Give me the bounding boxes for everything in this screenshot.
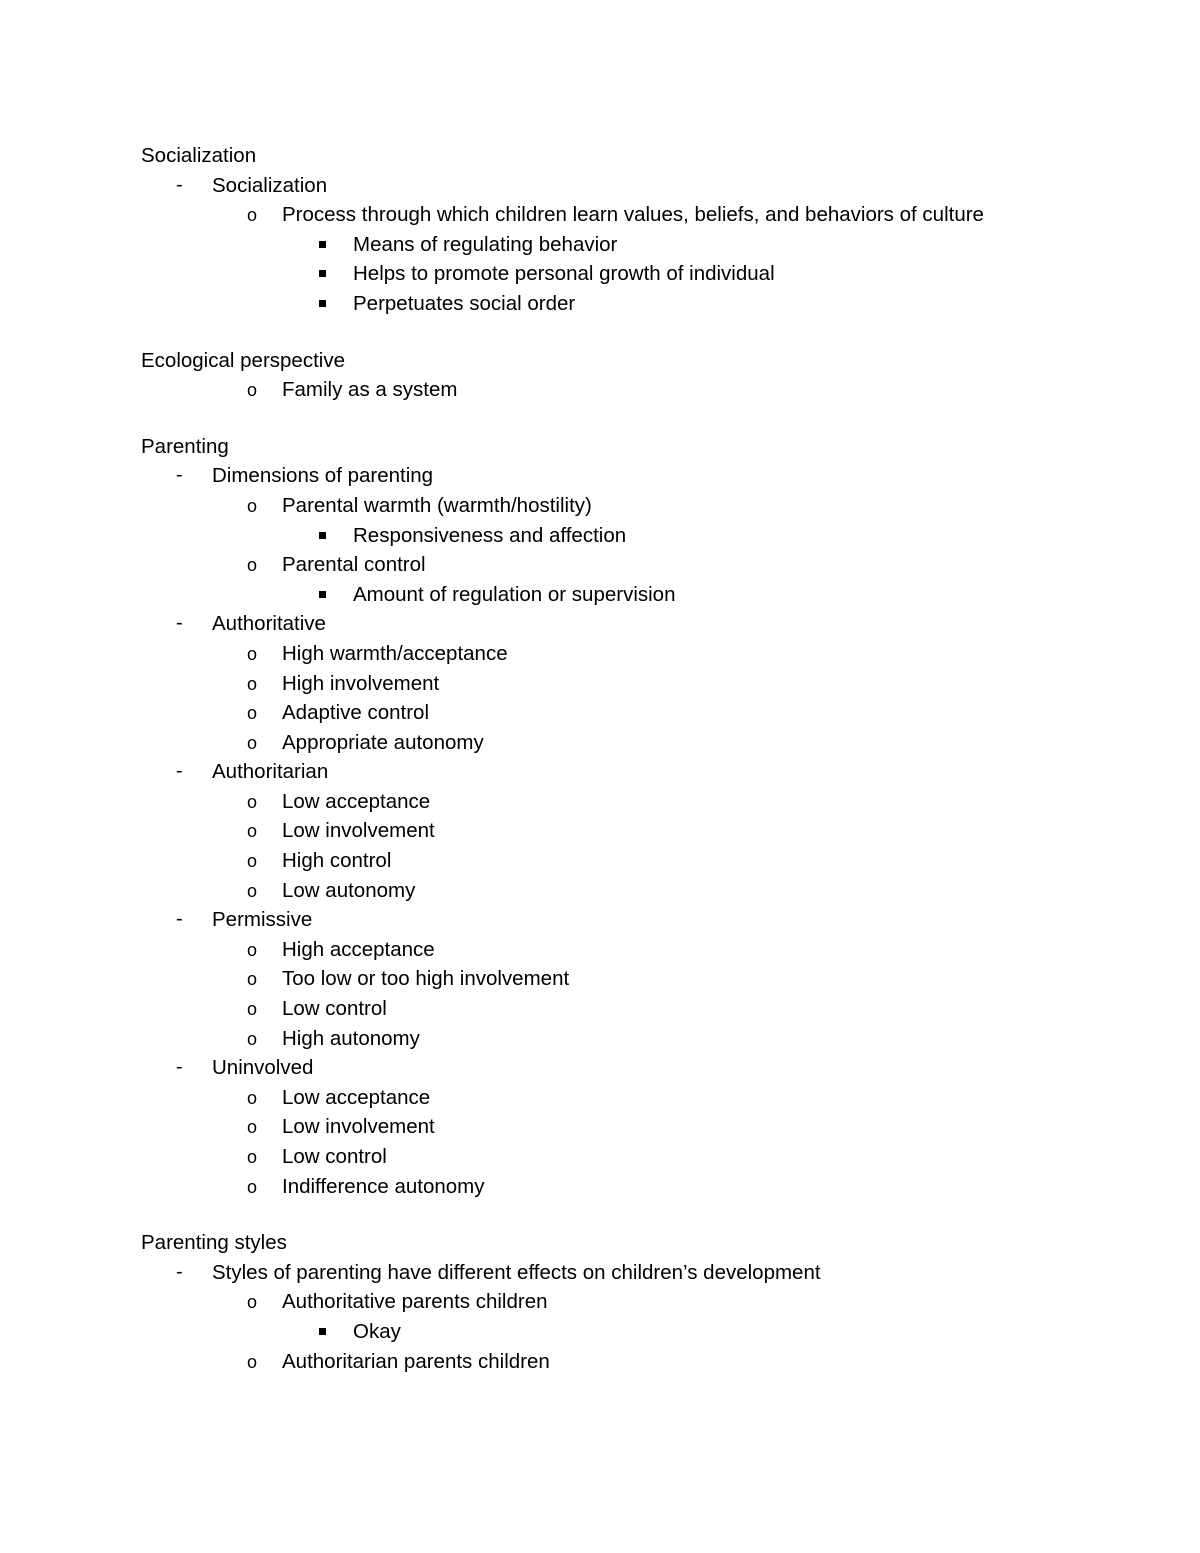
outline-item-text: Dimensions of parenting	[212, 464, 434, 488]
outline-item-level-2	[141, 1287, 1141, 1317]
outline-item-text: Means of regulating behavior	[353, 232, 618, 256]
outline-item-text: Permissive	[212, 908, 313, 932]
square-bullet-icon	[319, 241, 326, 248]
outline-item-level-2	[141, 994, 1141, 1024]
outline-item-text: Perpetuates social order	[353, 291, 576, 315]
outline-item-text: High involvement	[282, 671, 440, 695]
outline-item-text: Indifference autonomy	[282, 1174, 485, 1198]
section-heading-text: Ecological perspective	[141, 348, 345, 372]
outline-item-text: High warmth/acceptance	[282, 641, 508, 665]
outline-item-level-3	[141, 230, 1141, 260]
outline-item-text: Parental control	[282, 553, 426, 577]
outline-item-level-2	[141, 1142, 1141, 1172]
outline-item-text: Authoritarian	[212, 760, 329, 784]
section-spacer	[141, 319, 1141, 346]
outline-item-text: Family as a system	[282, 378, 458, 402]
circle-bullet-icon: o	[247, 703, 258, 724]
circle-bullet-icon: o	[247, 1147, 258, 1167]
square-bullet-icon	[319, 270, 326, 277]
outline-item-level-2	[141, 1083, 1141, 1113]
outline-item-level-3	[141, 1317, 1141, 1347]
section-heading	[141, 346, 1141, 376]
outline-item-level-1	[141, 1258, 1141, 1288]
section-heading	[141, 432, 1141, 462]
outline-item-level-2	[141, 816, 1141, 846]
outline-item-level-1	[141, 609, 1141, 639]
outline-item-text: Low acceptance	[282, 789, 431, 813]
dash-bullet-icon: -	[176, 1056, 183, 1079]
outline-item-level-3	[141, 259, 1141, 289]
outline-item-text: Process through which children learn values, beliefs, and behaviors of culture	[282, 203, 984, 227]
outline-item-text: Responsiveness and affection	[353, 523, 627, 547]
outline-item-text: Low involvement	[282, 819, 435, 843]
outline-item-level-3	[141, 289, 1141, 319]
circle-bullet-icon: o	[247, 821, 258, 842]
outline-item-text: Uninvolved	[212, 1056, 314, 1080]
outline-item-text: Amount of regulation or supervision	[353, 582, 676, 606]
outline-item-level-1	[141, 461, 1141, 491]
outline-item-level-1	[141, 757, 1141, 787]
circle-bullet-icon: o	[247, 732, 258, 753]
dash-bullet-icon: -	[176, 760, 183, 783]
outline-item-text: Okay	[353, 1319, 401, 1343]
outline-item-level-1	[141, 905, 1141, 935]
outline-item-level-2	[141, 1112, 1141, 1142]
circle-bullet-icon: o	[247, 999, 258, 1020]
section-heading	[141, 1228, 1141, 1258]
outline-item-text: Parental warmth (warmth/hostility)	[282, 493, 592, 517]
outline-item-text: High control	[282, 849, 392, 873]
circle-bullet-icon: o	[247, 643, 258, 664]
outline-item-text: Too low or too high involvement	[282, 967, 570, 991]
outline-item-text: Low acceptance	[282, 1085, 431, 1109]
circle-bullet-icon: o	[247, 1028, 258, 1049]
outline-item-level-2	[141, 787, 1141, 817]
outline-item-level-2	[141, 375, 1141, 405]
circle-bullet-icon: o	[247, 851, 258, 872]
outline-item-level-1	[141, 1053, 1141, 1083]
square-bullet-icon	[319, 1328, 326, 1335]
dash-bullet-icon: -	[176, 464, 183, 487]
dash-bullet-icon: -	[176, 908, 183, 931]
section-heading-text: Parenting	[141, 434, 229, 458]
outline-item-level-3	[141, 580, 1141, 610]
outline-item-level-2	[141, 491, 1141, 521]
circle-bullet-icon: o	[247, 1176, 258, 1197]
outline-item-level-2	[141, 964, 1141, 994]
outline-item-level-2	[141, 1172, 1141, 1202]
outline-item-level-2	[141, 639, 1141, 669]
square-bullet-icon	[319, 300, 326, 307]
outline-item-level-2	[141, 200, 1141, 230]
circle-bullet-icon: o	[247, 495, 258, 516]
outline-item-text: Styles of parenting have different effects on children’s development	[212, 1260, 821, 1284]
outline-item-text: Low autonomy	[282, 878, 416, 902]
circle-bullet-icon: o	[247, 555, 258, 576]
section-spacer	[141, 405, 1141, 432]
outline-item-text: Authoritative parents children	[282, 1290, 548, 1314]
outline-item-level-2	[141, 935, 1141, 965]
outline-item-level-2	[141, 698, 1141, 728]
section-spacer	[141, 1201, 1141, 1228]
outline-item-level-2	[141, 1024, 1141, 1054]
circle-bullet-icon: o	[247, 673, 258, 694]
outline-item-level-2	[141, 550, 1141, 580]
section-heading-text: Socialization	[141, 144, 257, 167]
outline-item-level-2	[141, 846, 1141, 876]
circle-bullet-icon: o	[247, 1117, 258, 1138]
dash-bullet-icon: -	[176, 612, 183, 635]
outline-item-text: Low control	[282, 997, 387, 1021]
dash-bullet-icon: -	[176, 1260, 183, 1283]
circle-bullet-icon: o	[247, 380, 258, 401]
outline-item-level-3	[141, 521, 1141, 551]
section-heading-text: Parenting styles	[141, 1231, 287, 1255]
outline-item-level-2	[141, 1347, 1141, 1377]
outline-item-level-2	[141, 728, 1141, 758]
circle-bullet-icon: o	[247, 880, 258, 901]
outline-item-level-2	[141, 669, 1141, 699]
outline-item-text: Authoritarian parents children	[282, 1349, 550, 1373]
outline-item-level-1	[141, 171, 1141, 201]
document-outline	[141, 141, 1141, 1376]
circle-bullet-icon: o	[247, 1351, 258, 1372]
outline-item-text: Appropriate autonomy	[282, 730, 484, 754]
circle-bullet-icon: o	[247, 969, 258, 990]
section-heading	[141, 141, 1141, 171]
square-bullet-icon	[319, 591, 326, 598]
circle-bullet-icon: o	[247, 939, 258, 960]
outline-item-text: Helps to promote personal growth of individual	[353, 262, 775, 286]
dash-bullet-icon: -	[176, 173, 183, 196]
outline-item-text: Authoritative	[212, 612, 326, 636]
outline-item-text: Adaptive control	[282, 701, 430, 725]
circle-bullet-icon: o	[247, 1087, 258, 1108]
outline-item-text: Low involvement	[282, 1115, 435, 1139]
outline-item-text: Socialization	[212, 173, 328, 197]
outline-item-level-2	[141, 876, 1141, 906]
circle-bullet-icon: o	[247, 205, 258, 226]
square-bullet-icon	[319, 532, 326, 539]
circle-bullet-icon: o	[247, 1292, 258, 1313]
outline-item-text: High acceptance	[282, 937, 435, 961]
circle-bullet-icon: o	[247, 791, 258, 812]
outline-item-text: Low control	[282, 1145, 387, 1168]
outline-item-text: High autonomy	[282, 1026, 420, 1050]
